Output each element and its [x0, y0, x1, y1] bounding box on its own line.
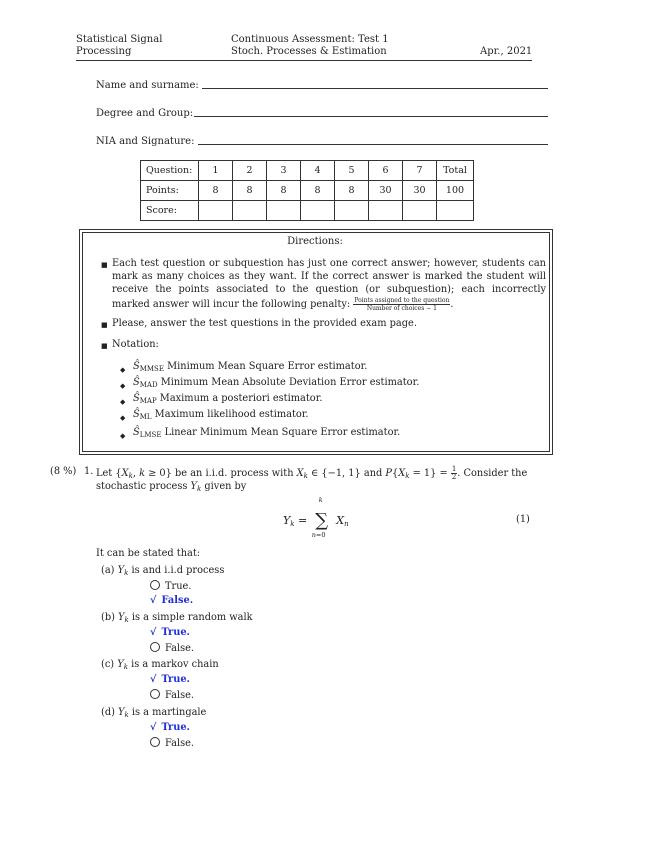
course-line1: Statistical Signal [76, 34, 163, 45]
points-cell: 30 [369, 181, 403, 201]
score-cell[interactable] [403, 201, 437, 221]
points-cell: 8 [233, 181, 267, 201]
row-label-points: Points: [141, 181, 199, 201]
score-cell-total[interactable] [437, 201, 474, 221]
question-cell: 2 [233, 161, 267, 181]
score-cell[interactable] [199, 201, 233, 221]
sub-bullet-icon: ◆ [120, 432, 126, 440]
sub-bullet-icon: ◆ [120, 382, 126, 390]
option-label: True. [161, 627, 190, 638]
notation-mmse: $Ŝ_{MMSE}$ Minimum Mean Square Error estimator. [133, 361, 368, 373]
test-title [231, 34, 389, 58]
part-text: is and i.i.d process [131, 565, 225, 576]
part-a: (a) $Y_k$ is and i.i.d process [101, 565, 225, 577]
equation-number: (1) [516, 514, 530, 525]
checkmark-icon[interactable]: √ [150, 595, 157, 606]
option-a-false[interactable] [150, 595, 193, 606]
score-cell[interactable] [301, 201, 335, 221]
question-consider: . Consider the [457, 468, 528, 479]
notation-sub: LMSE [139, 431, 162, 439]
notation-sub: ML [139, 413, 152, 421]
option-label: False. [165, 738, 195, 749]
radio-circle-icon[interactable] [150, 689, 160, 699]
bullet-icon: ■ [101, 342, 108, 350]
nia-field-label: NIA and Signature: [96, 136, 195, 147]
option-label: False. [161, 595, 194, 606]
question-cell: 7 [403, 161, 437, 181]
option-d-true[interactable] [150, 722, 190, 733]
sub-bullet-icon: ◆ [120, 414, 126, 422]
notation-text: Maximum a posteriori estimator. [159, 393, 323, 404]
part-d: (d) $Y_k$ is a martingale [101, 707, 207, 719]
date: Apr., 2021 [480, 46, 533, 57]
points-row [141, 181, 474, 201]
question-cell: 6 [369, 161, 403, 181]
course-title [76, 34, 162, 58]
bullet-icon: ■ [101, 261, 108, 269]
directions-item-3: Notation: [112, 339, 159, 350]
question-cell: 3 [267, 161, 301, 181]
points-cell-total: 100 [437, 181, 474, 201]
question-cell: 5 [335, 161, 369, 181]
part-text: is a markov chain [131, 659, 219, 670]
points-cell: 8 [335, 181, 369, 201]
penalty-numerator: Points assigned to the question [354, 296, 450, 304]
notation-lmse: $Ŝ_{LMSE}$ Linear Minimum Mean Square Error estimator. [133, 427, 401, 439]
score-table [140, 160, 474, 221]
notation-text: Maximum likelihood estimator. [154, 409, 309, 420]
option-label: True. [165, 581, 192, 592]
directions-item-1: Each test question or subquestion has just one correct answer; however, students can mark as many choices as they want. If the correct answer is marked the student will receive the points associated to the question (or subquestion); each incorrectly marked answer will incur the following penalty: $\frac{\text{Points assigned to the question}}{\text{Number of choices − 1}}$ . [112, 258, 546, 312]
degree-field-line[interactable] [194, 116, 548, 117]
notation-text: Minimum Mean Absolute Deviation Error estimator. [160, 377, 420, 388]
notation-text: Minimum Mean Square Error estimator. [167, 361, 368, 372]
bullet-icon: ■ [101, 321, 108, 329]
radio-circle-icon[interactable] [150, 580, 160, 590]
stated-text: It can be stated that: [96, 548, 201, 559]
notation-map: $Ŝ_{MAP}$ Maximum a posteriori estimator. [133, 393, 323, 405]
points-cell: 8 [199, 181, 233, 201]
score-cell[interactable] [335, 201, 369, 221]
option-label: True. [161, 722, 190, 733]
notation-sub: MAD [139, 381, 158, 389]
part-label: (c) [101, 659, 115, 670]
option-a-true[interactable] [150, 580, 191, 592]
option-label: False. [165, 690, 195, 701]
points-cell: 8 [267, 181, 301, 201]
option-c-true[interactable] [150, 674, 190, 685]
question-cell: 4 [301, 161, 335, 181]
part-text: is a martingale [131, 707, 207, 718]
question-cell-total: Total [437, 161, 474, 181]
header-rule [76, 60, 532, 61]
penalty-denominator: Number of choices − 1 [366, 304, 437, 312]
name-field-label: Name and surname: [96, 80, 199, 91]
part-c: (c) $Y_k$ is a markov chain [101, 659, 219, 671]
checkmark-icon[interactable]: √ [150, 722, 157, 733]
radio-circle-icon[interactable] [150, 642, 160, 652]
part-label: (a) [101, 565, 115, 576]
part-label: (b) [101, 612, 115, 623]
course-line2: Processing [76, 46, 132, 57]
option-label: True. [161, 674, 190, 685]
part-label: (d) [101, 707, 115, 718]
checkmark-icon[interactable]: √ [150, 674, 157, 685]
sub-bullet-icon: ◆ [120, 398, 126, 406]
degree-field-label: Degree and Group: [96, 108, 194, 119]
score-row [141, 201, 474, 221]
name-field-line[interactable] [202, 88, 548, 89]
test-line2: Stoch. Processes & Estimation [231, 46, 387, 57]
option-b-true[interactable] [150, 627, 190, 638]
nia-field-line[interactable] [198, 144, 548, 145]
equation: Yk = k ∑ n=0 Xn [283, 496, 349, 539]
score-cell[interactable] [233, 201, 267, 221]
option-b-false[interactable] [150, 642, 194, 654]
question-intro: Let {$X_k$, k ≥ 0} be an i.i.d. process with $X_k$ ∈ {−1, 1} and $P\{X_k = 1\}$ = $\frac{1}{2}$ . Consider the [96, 465, 528, 481]
row-label-score: Score: [141, 201, 199, 221]
radio-circle-icon[interactable] [150, 737, 160, 747]
penalty-fraction [353, 297, 450, 312]
score-cell[interactable] [369, 201, 403, 221]
question-given-by: given by [204, 481, 247, 492]
directions-item-2: Please, answer the test questions in the provided exam page. [112, 318, 417, 329]
notation-mad: $Ŝ_{MAD}$ Minimum Mean Absolute Deviation Error estimator. [133, 377, 420, 389]
row-label-question: Question: [141, 161, 199, 181]
option-c-false[interactable] [150, 689, 194, 701]
points-cell: 8 [301, 181, 335, 201]
question-row [141, 161, 474, 181]
notation-ml: $Ŝ_{ML}$ Maximum likelihood estimator. [133, 409, 309, 421]
question-intro-text: be an i.i.d. process with [175, 468, 294, 479]
question-cell: 1 [199, 161, 233, 181]
checkmark-icon[interactable]: √ [150, 627, 157, 638]
notation-sub: MMSE [139, 365, 164, 373]
notation-text: Linear Minimum Mean Square Error estimator. [164, 427, 401, 438]
points-cell: 30 [403, 181, 437, 201]
option-d-false[interactable] [150, 737, 194, 749]
test-line1: Continuous Assessment: Test 1 [231, 34, 389, 45]
question-line2: stochastic process $Y_k$ given by [96, 481, 247, 493]
sub-bullet-icon: ◆ [120, 366, 126, 374]
directions-item-1-text: Each test question or subquestion has just one correct answer; however, students can mark as many choices as they want. If the correct answer is marked the student will receive the points associated to the question (or subquestion); each incorrectly marked answer will incur the following penalty: [112, 258, 546, 310]
question-number: 1. [84, 466, 94, 477]
question-line2-text: stochastic process [96, 481, 188, 492]
option-label: False. [165, 643, 195, 654]
notation-sub: MAP [139, 397, 157, 405]
part-b: (b) $Y_k$ is a simple random walk [101, 612, 253, 624]
directions-title: Directions: [287, 236, 343, 247]
score-cell[interactable] [267, 201, 301, 221]
question-weight: (8 %) [50, 466, 77, 477]
part-text: is a simple random walk [131, 612, 253, 623]
